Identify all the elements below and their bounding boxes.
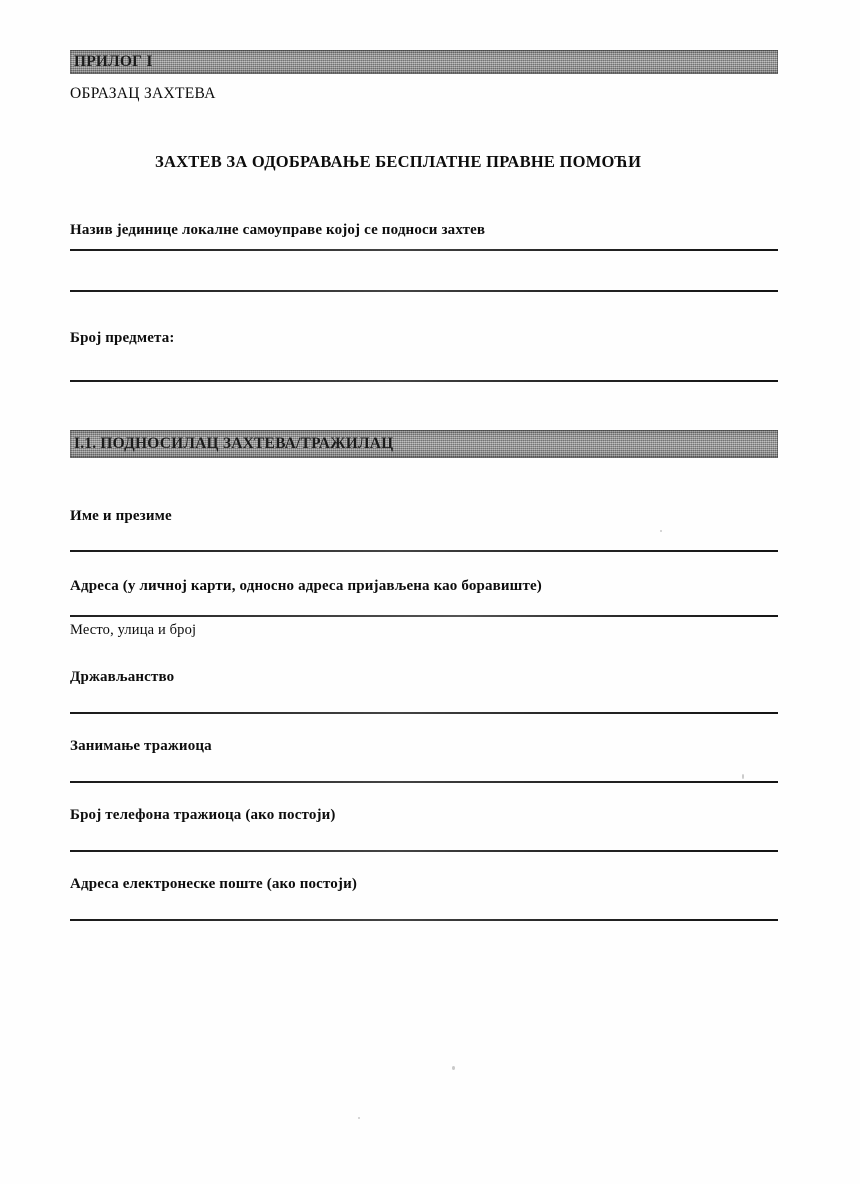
- annex-header-bar: [70, 50, 778, 74]
- label-address-hint: Место, улица и број: [70, 622, 197, 638]
- scan-speckle: [452, 1066, 455, 1070]
- label-occupation: Занимање тражиоца: [70, 738, 212, 754]
- form-subheading: ОБРАЗАЦ ЗАХТЕВА: [70, 85, 216, 102]
- input-line-municipality-1[interactable]: [70, 249, 778, 251]
- label-citizenship: Држављанство: [70, 669, 175, 685]
- label-phone-number: Број телефона тражиоца (ако постоји): [70, 807, 336, 823]
- scan-speckle: [742, 774, 744, 779]
- input-line-address[interactable]: [70, 615, 778, 617]
- scan-speckle: [358, 1117, 360, 1119]
- label-address: Адреса (у личној карти, односно адреса пријављена као боравиште): [70, 578, 542, 594]
- label-full-name: Име и презиме: [70, 508, 172, 524]
- page-title: ЗАХТЕВ ЗА ОДОБРАВАЊЕ БЕСПЛАТНЕ ПРАВНЕ ПОМОЋИ: [155, 152, 642, 171]
- input-line-occupation[interactable]: [70, 781, 778, 783]
- scan-speckle: [660, 530, 662, 532]
- input-line-citizenship[interactable]: [70, 712, 778, 714]
- input-line-email-address[interactable]: [70, 919, 778, 921]
- section-header-label-applicant: I.1. ПОДНОСИЛАЦ ЗАХТЕВА/ТРАЖИЛАЦ: [74, 435, 394, 452]
- label-case-number: Број предмета:: [70, 330, 175, 346]
- input-line-full-name[interactable]: [70, 550, 778, 552]
- input-line-case-number[interactable]: [70, 380, 778, 382]
- annex-header-label: ПРИЛОГ I: [74, 53, 153, 70]
- section-header-bar-applicant: [70, 430, 778, 458]
- label-email-address: Адреса електронеске поште (ако постоји): [70, 876, 358, 892]
- input-line-phone-number[interactable]: [70, 850, 778, 852]
- label-municipality: Назив јединице локалне самоуправе којој се подноси захтев: [70, 222, 486, 238]
- input-line-municipality-2[interactable]: [70, 290, 778, 292]
